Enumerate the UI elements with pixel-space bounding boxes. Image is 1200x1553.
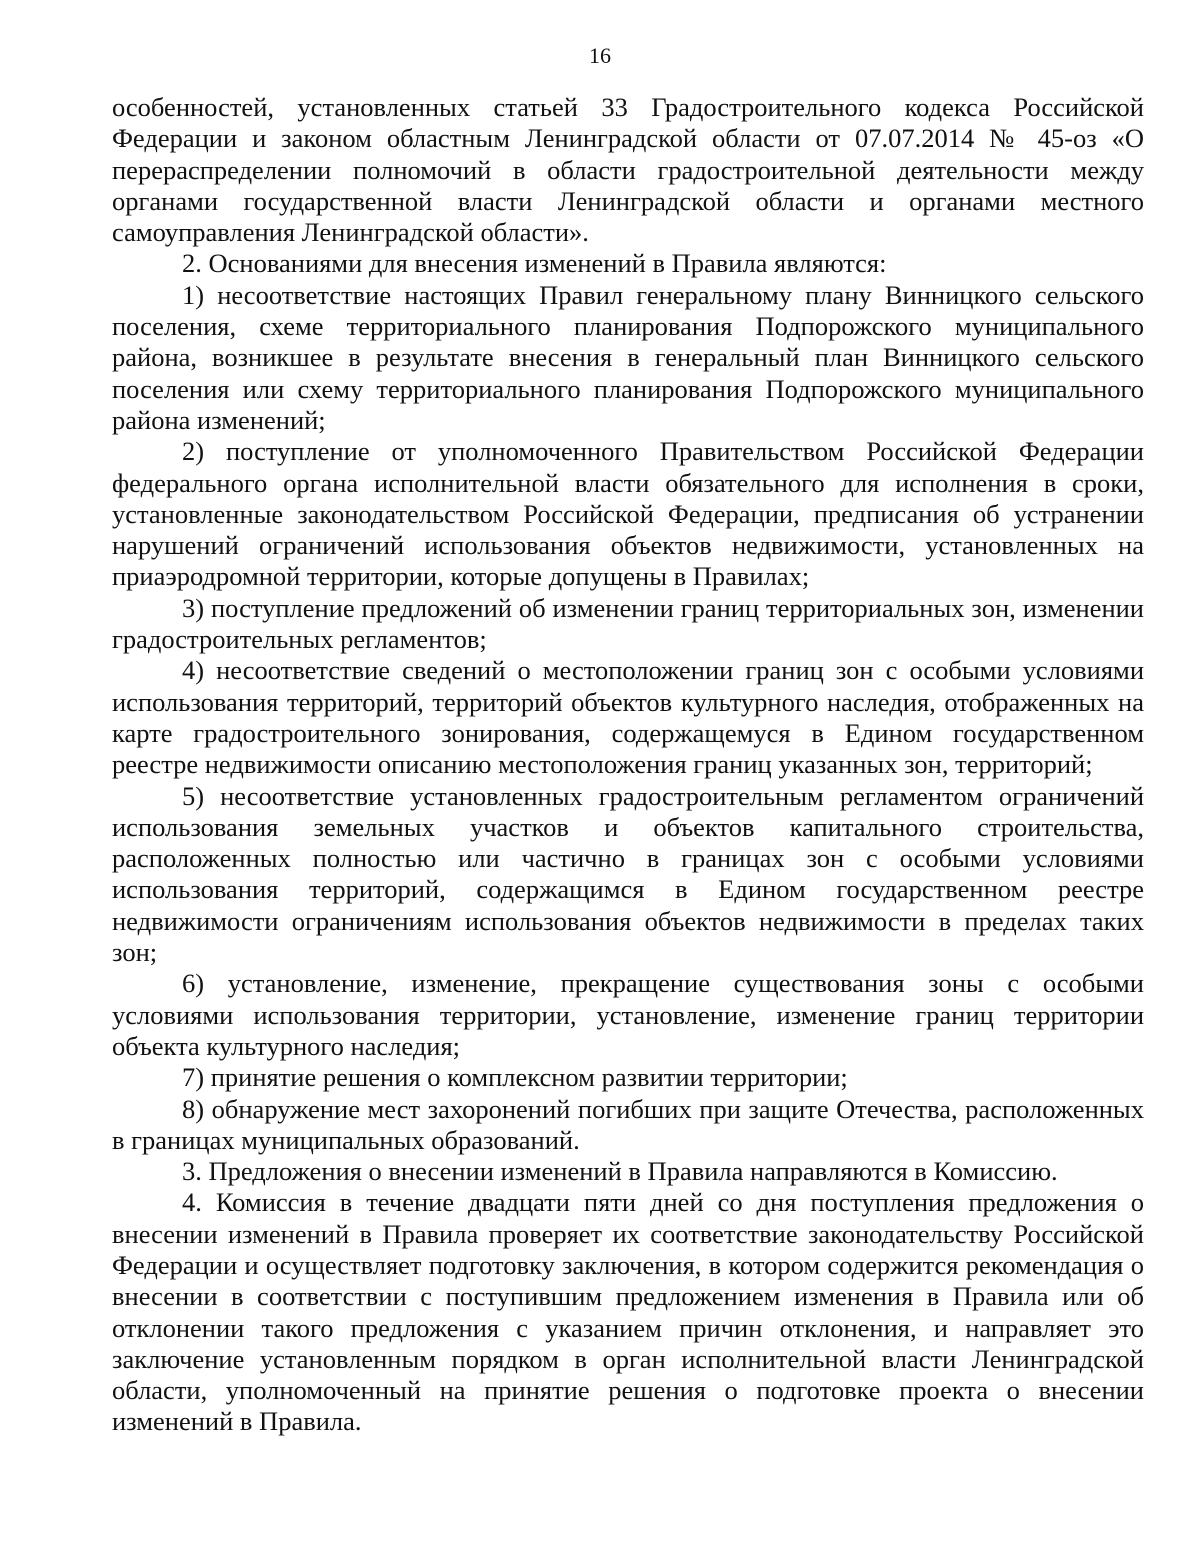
paragraph-subitem-2: 2) поступление от уполномоченного Правительством Российской Федерации федерального органа исполнительной власти обязательного для исполнения в сроки, установленные законодательством Российской Федерации, предписания об устранении нарушений ограничений использования объектов недвижимости, установленных на приаэродромной территории, которые допущены в Правилах; — [112, 436, 1144, 592]
paragraph-subitem-8: 8) обнаружение мест захоронений погибших при защите Отечества, расположенных в границах муниципальных образований. — [112, 1093, 1144, 1155]
paragraph-continuation: особенностей, установленных статьей 33 Градостроительного кодекса Российской Федерации и законом областным Ленинградской области от 07.07.2014 № 45-оз «О перераспределении полномочий в области градостроительной деятельности между органами государственной власти Ленинградской области и органами местного самоуправления Ленинградской области». — [112, 92, 1144, 248]
paragraph-item-4: 4. Комиссия в течение двадцати пяти дней со дня поступления предложения о внесении изменений в Правила проверяет их соответствие законодательству Российской Федерации и осуществляет подготовку заключения, в котором содержится рекомендация о внесении в соответствии с поступившим предложением изменения в Правила или об отклонении такого предложения с указанием причин отклонения, и направляет это заключение установленным порядком в орган исполнительной власти Ленинградской области, уполномоченный на принятие решения о подготовке проекта о внесении изменений в Правила. — [112, 1187, 1144, 1437]
paragraph-subitem-6: 6) установление, изменение, прекращение существования зоны с особыми условиями использования территории, установление, изменение границ территории объекта культурного наследия; — [112, 968, 1144, 1061]
paragraph-subitem-1: 1) несоответствие настоящих Правил генеральному плану Винницкого сельского поселения, схеме территориального планирования Подпорожского муниципального района, возникшее в результате внесения в генеральный план Винницкого сельского поселения или схему территориального планирования Подпорожского муниципального района изменений; — [112, 279, 1144, 435]
paragraph-subitem-4: 4) несоответствие сведений о местоположении границ зон с особыми условиями использования территорий, территорий объектов культурного наследия, отображенных на карте градостроительного зонирования, содержащемуся в Едином государственном реестре недвижимости описанию местоположения границ указанных зон, территорий; — [112, 655, 1144, 780]
paragraph-subitem-7: 7) принятие решения о комплексном развитии территории; — [182, 1062, 848, 1093]
page-number: 16 — [589, 43, 611, 68]
document-body — [112, 92, 1144, 1438]
paragraph-item-3: 3. Предложения о внесении изменений в Правила направляются в Комиссию. — [182, 1156, 1058, 1187]
paragraph-subitem-5: 5) несоответствие установленных градостроительным регламентом ограничений использования земельных участков и объектов капитального строительства, расположенных полностью или частично в границах зон с особыми условиями использования территорий, содержащимся в Едином государственном реестре недвижимости ограничениям использования объектов недвижимости в пределах таких зон; — [112, 780, 1144, 968]
paragraph-item-2: 2. Основаниями для внесения изменений в Правила являются: — [182, 248, 887, 279]
paragraph-subitem-3: 3) поступление предложений об изменении границ территориальных зон, изменении градостроительных регламентов; — [112, 592, 1144, 655]
